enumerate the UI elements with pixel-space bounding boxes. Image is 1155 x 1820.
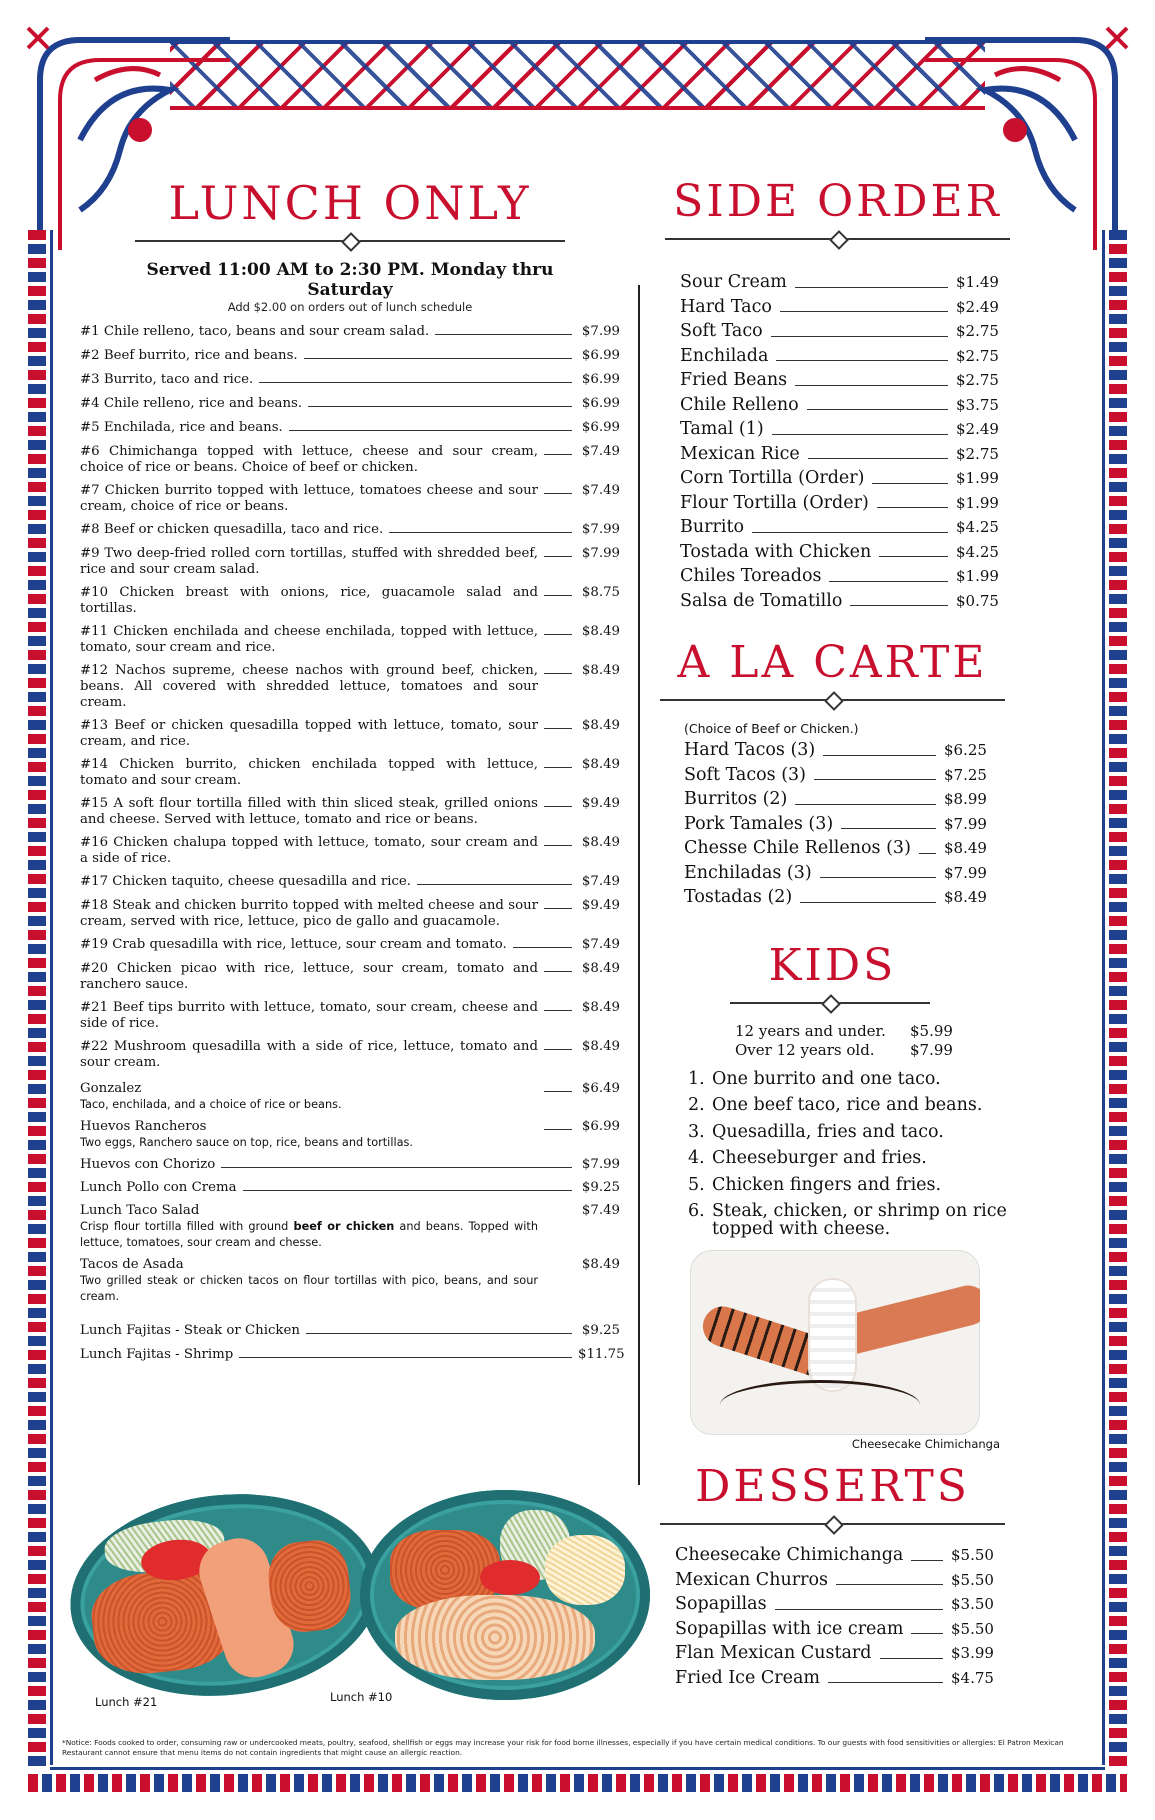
item-name: Burrito <box>680 517 745 537</box>
item-price: $6.99 <box>581 348 620 363</box>
item-price: $11.75 <box>578 1347 625 1362</box>
item-price: $6.25 <box>944 741 987 759</box>
lunch-10-plate-image <box>360 1490 650 1700</box>
inner-line-bottom <box>50 1767 1105 1770</box>
item-name: #7 Chicken burrito topped with lettuce, tomatoes cheese and sour cream, choice of rice or beans. <box>80 483 538 514</box>
list-item <box>80 718 620 750</box>
item-name: Corn Tortilla (Order) <box>680 468 865 488</box>
item-price: $9.25 <box>581 1323 620 1338</box>
leader-line <box>544 718 572 729</box>
item-price: $5.50 <box>951 1570 994 1589</box>
leader-line <box>829 581 948 582</box>
lunch-title-rule <box>135 232 565 250</box>
lunch-photos <box>70 1490 650 1720</box>
item-name: Tamal (1) <box>680 419 764 439</box>
list-item <box>80 396 620 412</box>
a-la-carte-title-rule <box>660 691 1005 709</box>
photo-caption-left: Lunch #21 <box>95 1695 158 1709</box>
item-number: 3. <box>688 1121 705 1142</box>
item-price: $1.99 <box>956 469 999 487</box>
item-name: Mexican Rice <box>680 443 800 464</box>
side-order-list <box>680 270 1000 613</box>
item-desc: Taco, enchilada, and a choice of rice or beans. <box>80 1098 342 1111</box>
list-item <box>675 1543 995 1568</box>
item-price: $3.75 <box>956 395 999 414</box>
leader-line <box>544 961 572 972</box>
list-item <box>80 1257 620 1305</box>
leader-line <box>513 937 572 948</box>
item-price: $6.49 <box>581 1081 620 1096</box>
leader-line <box>544 757 572 768</box>
list-item <box>80 546 620 578</box>
kids-under-label: 12 years and under. <box>735 1021 886 1040</box>
lunch-title: LUNCH ONLY <box>168 176 532 230</box>
item-desc: and beans. Topped with lettuce, tomatoes, sour cream and chesse. <box>80 1220 539 1249</box>
side-order-title: SIDE ORDER <box>673 176 1002 227</box>
item-price: $8.49 <box>581 961 620 976</box>
list-item <box>80 663 620 711</box>
a-la-carte-title: A LA CARTE <box>677 637 988 688</box>
item-name: Chesse Chile Rellenos (3) <box>684 838 911 858</box>
item-name: Mexican Churros <box>675 1569 828 1590</box>
list-item <box>680 491 1000 516</box>
item-name: One burrito and one taco. <box>712 1068 941 1089</box>
item-price: $4.25 <box>956 542 999 561</box>
list-item <box>80 1157 620 1173</box>
item-name: Fried Beans <box>680 370 788 390</box>
list-item <box>675 1592 995 1617</box>
item-name: Lunch Pollo con Crema <box>80 1180 237 1195</box>
item-price: $2.49 <box>956 297 999 316</box>
list-item <box>684 738 988 763</box>
item-price: $2.75 <box>956 444 999 463</box>
item-price: $8.49 <box>581 1000 620 1015</box>
leader-line <box>544 835 572 846</box>
list-item <box>80 483 620 515</box>
leader-line <box>795 804 936 805</box>
item-price: $7.49 <box>581 1203 620 1218</box>
leader-line <box>389 522 572 533</box>
kids-over-label: Over 12 years old. <box>735 1040 875 1059</box>
lunch-extra-items <box>80 1081 625 1363</box>
list-item <box>80 1203 620 1251</box>
leader-space <box>544 1203 572 1214</box>
list-item <box>80 522 620 538</box>
right-column <box>660 176 1080 1690</box>
item-price: $7.49 <box>581 937 620 952</box>
item-price: $9.49 <box>581 898 620 913</box>
item-name: Fried Ice Cream <box>675 1667 820 1688</box>
list-item <box>680 466 1000 491</box>
item-name: #12 Nachos supreme, cheese nachos with ground beef, chicken, beans. All covered with shredded lettuce, tomatoes and sour cream. <box>80 663 538 710</box>
kids-menu-list <box>688 1066 1018 1239</box>
kids-under-price: $5.99 <box>910 1021 953 1040</box>
item-price: $7.49 <box>581 874 620 889</box>
leader-line <box>879 556 948 557</box>
list-item <box>675 1617 995 1642</box>
item-name: #22 Mushroom quesadilla with a side of rice, lettuce, tomato and sour cream. <box>80 1039 538 1070</box>
item-price: $5.50 <box>951 1619 994 1638</box>
item-name: #18 Steak and chicken burrito topped with melted cheese and sour cream, served with rice, lettuce, pico de gallo and guacamole. <box>80 898 538 929</box>
leader-line <box>780 311 948 312</box>
item-name: Flour Tortilla (Order) <box>680 492 869 513</box>
desserts-title-rule <box>660 1515 1005 1533</box>
leader-line <box>919 853 936 854</box>
leader-line <box>828 1682 943 1683</box>
list-item <box>80 1081 620 1113</box>
list-item <box>80 757 620 789</box>
list-item <box>680 344 1000 369</box>
list-item <box>80 585 620 617</box>
item-name: Sopapillas <box>675 1594 767 1614</box>
item-price: $5.50 <box>951 1546 994 1564</box>
item-name: #19 Crab quesadilla with rice, lettuce, sour cream and tomato. <box>80 937 507 952</box>
list-item <box>684 812 988 837</box>
item-name: Hard Taco <box>680 296 772 317</box>
item-price: $8.49 <box>944 888 987 906</box>
leader-line <box>772 434 948 435</box>
item-price: $1.49 <box>956 273 999 291</box>
desserts-list <box>675 1543 995 1690</box>
lunch-served-note: Add $2.00 on orders out of lunch schedule <box>227 300 473 314</box>
item-name: Soft Tacos (3) <box>684 764 807 785</box>
item-price: $8.75 <box>581 585 620 600</box>
leader-line <box>795 287 948 288</box>
item-desc: Crisp flour tortilla filled with ground <box>80 1220 289 1233</box>
list-item <box>684 836 988 861</box>
item-price: $7.99 <box>581 522 620 537</box>
list-item <box>675 1568 995 1593</box>
item-price: $9.25 <box>581 1180 620 1195</box>
item-price: $4.25 <box>956 518 999 536</box>
list-item <box>680 417 1000 442</box>
leader-line <box>544 1039 572 1050</box>
item-number: 4. <box>688 1148 705 1168</box>
item-name: #8 Beef or chicken quesadilla, taco and rice. <box>80 522 384 537</box>
leader-line <box>544 898 572 909</box>
item-desc: Two eggs, Ranchero sauce on top, rice, beans and tortillas. <box>80 1136 413 1149</box>
item-name: Sour Cream <box>680 272 787 292</box>
list-item <box>684 763 988 788</box>
item-price: $1.99 <box>956 567 999 585</box>
item-price: $8.49 <box>581 663 620 678</box>
leader-line <box>911 1633 943 1634</box>
item-price: $7.99 <box>581 546 620 561</box>
item-price: $8.99 <box>944 790 987 808</box>
item-price: $6.99 <box>581 1119 620 1134</box>
leader-line <box>880 1658 944 1659</box>
leader-line <box>795 385 948 386</box>
item-name: Cheeseburger and fries. <box>712 1148 927 1168</box>
item-name: Chicken fingers and fries. <box>712 1174 942 1195</box>
kids-title-rule <box>730 994 930 1012</box>
list-item <box>80 444 620 476</box>
a-la-carte-note: (Choice of Beef or Chicken.) <box>684 721 859 736</box>
item-name: #13 Beef or chicken quesadilla topped with lettuce, tomato, sour cream, and rice. <box>80 718 538 749</box>
item-name: Chiles Toreados <box>680 566 822 586</box>
photo-caption-right: Lunch #10 <box>330 1690 393 1704</box>
list-item <box>688 1092 1018 1119</box>
item-price: $2.75 <box>956 322 999 340</box>
leader-line <box>775 1609 943 1610</box>
item-name: Gonzalez <box>80 1081 142 1096</box>
list-item <box>80 324 620 340</box>
item-number: 1. <box>688 1068 705 1089</box>
list-item <box>680 540 1000 565</box>
leader-line <box>800 902 936 903</box>
item-name: Soft Taco <box>680 321 763 341</box>
list-item <box>675 1666 995 1691</box>
item-price: $7.99 <box>944 863 987 882</box>
item-name: Enchiladas (3) <box>684 862 812 883</box>
dessert-photo-caption: Cheesecake Chimichanga <box>851 1437 1000 1451</box>
item-number: 2. <box>688 1095 705 1115</box>
item-price: $7.49 <box>581 483 620 498</box>
list-item <box>80 874 620 890</box>
desserts-title: DESSERTS <box>695 1461 970 1512</box>
item-name: Steak, chicken, or shrimp on rice topped with cheese. <box>712 1201 1007 1239</box>
list-item <box>680 564 1000 589</box>
list-item <box>80 961 620 993</box>
item-price: $7.25 <box>944 765 987 784</box>
leader-line <box>544 1119 572 1130</box>
side-order-title-rule <box>665 230 1010 248</box>
list-item <box>80 835 620 867</box>
list-item <box>684 885 988 910</box>
item-price: $8.49 <box>581 718 620 733</box>
list-item <box>680 319 1000 344</box>
leader-line <box>771 336 948 337</box>
list-item <box>80 348 620 364</box>
top-ornament-band <box>170 40 985 110</box>
item-price: $8.49 <box>581 757 620 772</box>
item-desc: Two grilled steak or chicken tacos on flour tortillas with pico, beans, and sour cream. <box>80 1274 538 1303</box>
list-item <box>80 372 620 388</box>
item-price: $6.99 <box>581 372 620 387</box>
border-strip-right <box>1109 230 1127 1770</box>
item-price: $8.49 <box>581 1257 620 1272</box>
lunch-served-hours: Served 11:00 AM to 2:30 PM. Monday thru Saturday <box>146 260 554 300</box>
inner-line-left <box>50 230 53 1765</box>
list-item <box>80 937 620 953</box>
item-price: $1.99 <box>956 493 999 512</box>
item-price: $7.99 <box>581 1157 620 1172</box>
leader-line <box>435 324 572 335</box>
item-price: $2.75 <box>956 346 999 365</box>
leader-line <box>814 779 936 780</box>
leader-line <box>841 828 936 829</box>
leader-line <box>544 546 572 557</box>
leader-line <box>544 1000 572 1011</box>
leader-line <box>221 1157 572 1168</box>
item-name: #17 Chicken taquito, cheese quesadilla and rice. <box>80 874 412 889</box>
list-item <box>80 1000 620 1032</box>
list-item <box>688 1198 1018 1238</box>
item-name: #4 Chile relleno, rice and beans. <box>80 396 303 411</box>
border-strip-bottom <box>28 1774 1127 1792</box>
leader-line <box>836 1584 943 1585</box>
item-name: Tostadas (2) <box>684 887 793 907</box>
list-item <box>680 589 1000 614</box>
item-name: #14 Chicken burrito, chicken enchilada topped with lettuce, tomato and sour cream. <box>80 757 538 788</box>
list-item <box>80 796 620 828</box>
list-item <box>80 1119 620 1151</box>
border-strip-left <box>28 230 46 1770</box>
leader-line <box>911 1560 943 1561</box>
leader-line <box>306 1323 572 1334</box>
list-item <box>680 393 1000 418</box>
list-item <box>680 442 1000 467</box>
item-price: $2.75 <box>956 371 999 389</box>
item-name: #21 Beef tips burrito with lettuce, tomato, sour cream, cheese and side of rice. <box>80 1000 538 1031</box>
leader-line <box>776 360 948 361</box>
item-name: #3 Burrito, taco and rice. <box>80 372 254 387</box>
item-name: One beef taco, rice and beans. <box>712 1095 983 1115</box>
item-price: $2.49 <box>956 420 999 438</box>
leader-line <box>308 396 572 407</box>
item-price: $3.50 <box>951 1595 994 1613</box>
item-name: Sopapillas with ice cream <box>675 1618 904 1639</box>
leader-line <box>807 409 948 410</box>
item-desc-bold: beef or chicken <box>293 1220 395 1233</box>
list-item <box>680 515 1000 540</box>
list-item <box>688 1066 1018 1093</box>
item-price: $8.49 <box>581 835 620 850</box>
leader-line <box>820 877 936 878</box>
list-item <box>80 1323 620 1339</box>
item-name: #11 Chicken enchilada and cheese enchilada, topped with lettuce, tomato, sour cream and rice. <box>80 624 538 655</box>
item-price: $4.75 <box>951 1668 994 1687</box>
item-name: Salsa de Tomatillo <box>680 590 843 611</box>
leader-line <box>823 755 936 756</box>
item-number: 5. <box>688 1174 705 1195</box>
item-price: $7.99 <box>581 324 620 339</box>
item-price: $6.99 <box>581 396 620 411</box>
cheesecake-chimichanga-image <box>690 1250 980 1435</box>
leader-line <box>243 1180 572 1191</box>
kids-title: KIDS <box>768 939 897 991</box>
list-item <box>680 368 1000 393</box>
list-item <box>688 1119 1018 1146</box>
item-name: Cheesecake Chimichanga <box>675 1545 904 1565</box>
list-item <box>80 1180 620 1196</box>
item-name: Flan Mexican Custard <box>675 1643 872 1663</box>
item-name: #16 Chicken chalupa topped with lettuce, tomato, sour cream and a side of rice. <box>80 835 538 866</box>
inner-line-right <box>1102 230 1105 1765</box>
list-item <box>680 295 1000 320</box>
leader-line <box>417 874 572 885</box>
leader-line <box>239 1347 572 1358</box>
lunch-21-plate-image <box>60 1479 389 1710</box>
item-name: Quesadilla, fries and taco. <box>712 1121 944 1142</box>
item-name: Huevos Rancheros <box>80 1119 207 1134</box>
item-price: $0.75 <box>956 591 999 610</box>
leader-line <box>544 663 572 674</box>
list-item <box>80 1039 620 1071</box>
list-item <box>80 420 620 436</box>
item-name: #6 Chimichanga topped with lettuce, cheese and sour cream, choice of rice or beans. Choice of beef or chicken. <box>80 444 538 475</box>
leader-line <box>850 605 948 606</box>
item-name: Tostada with Chicken <box>680 541 872 562</box>
leader-line <box>544 796 572 807</box>
leader-line <box>544 483 572 494</box>
item-number: 6. <box>688 1201 705 1221</box>
item-name: Burritos (2) <box>684 789 788 809</box>
item-name: #9 Two deep-fried rolled corn tortillas, stuffed with shredded beef, rice and sour cream salad. <box>80 546 538 577</box>
item-name: #1 Chile relleno, taco, beans and sour cream salad. <box>80 324 430 339</box>
kids-age-prices <box>735 1022 1080 1060</box>
item-name: Lunch Taco Salad <box>80 1203 200 1218</box>
leader-line <box>304 348 572 359</box>
item-name: Tacos de Asada <box>80 1257 184 1272</box>
list-item <box>680 270 1000 295</box>
leader-space <box>544 1257 572 1268</box>
list-item <box>688 1145 1018 1172</box>
item-name: Lunch Fajitas - Steak or Chicken <box>80 1323 300 1338</box>
lunch-item-list <box>80 324 620 1071</box>
item-name: Huevos con Chorizo <box>80 1157 216 1172</box>
item-name: #5 Enchilada, rice and beans. <box>80 420 283 435</box>
item-name: #2 Beef burrito, rice and beans. <box>80 348 298 363</box>
item-price: $9.49 <box>581 796 620 811</box>
leader-line <box>544 585 572 596</box>
list-item <box>684 787 988 812</box>
list-item <box>80 1347 625 1363</box>
leader-line <box>544 1081 572 1092</box>
item-price: $8.49 <box>581 624 620 639</box>
allergy-notice: *Notice: Foods cooked to order, consuming raw or undercooked meats, poultry, seafood, shellfish or eggs may increase your risk for food borne illnesses, especially if you have certain medical conditions. To our guests with food sensitivities or allergies: El Patron Mexican Restaurant cannot ensure that menu items do not contain ingredients that might cause an allergic reaction. <box>62 1738 1064 1757</box>
list-item <box>684 861 988 886</box>
item-price: $7.99 <box>944 814 987 833</box>
list-item <box>80 624 620 656</box>
item-price: $3.99 <box>951 1644 994 1662</box>
lunch-section <box>80 176 625 1363</box>
leader-line <box>752 532 948 533</box>
leader-line <box>259 372 572 383</box>
item-name: Hard Tacos (3) <box>684 740 816 760</box>
leader-line <box>544 444 572 455</box>
leader-line <box>544 624 572 635</box>
a-la-carte-list <box>684 738 988 910</box>
list-item <box>688 1172 1018 1199</box>
item-name: Enchilada <box>680 345 769 366</box>
item-price: $8.49 <box>581 1039 620 1054</box>
list-item <box>80 898 620 930</box>
item-name: Chile Relleno <box>680 394 799 415</box>
leader-line <box>872 483 948 484</box>
item-name: Lunch Fajitas - Shrimp <box>80 1347 234 1362</box>
item-name: Pork Tamales (3) <box>684 813 834 834</box>
item-name: #20 Chicken picao with rice, lettuce, sour cream, tomato and ranchero sauce. <box>80 961 538 992</box>
item-name: #15 A soft flour tortilla filled with thin sliced steak, grilled onions and cheese. Served with lettuce, tomato and rice or beans. <box>80 796 538 827</box>
kids-over-price: $7.99 <box>910 1040 953 1059</box>
leader-line <box>877 507 948 508</box>
item-price: $8.49 <box>944 839 987 857</box>
item-price: $6.99 <box>581 420 620 435</box>
leader-line <box>289 420 572 431</box>
leader-line <box>808 458 948 459</box>
item-price: $7.49 <box>581 444 620 459</box>
list-item <box>675 1641 995 1666</box>
column-divider <box>638 285 640 1485</box>
item-name: #10 Chicken breast with onions, rice, guacamole salad and tortillas. <box>80 585 538 616</box>
